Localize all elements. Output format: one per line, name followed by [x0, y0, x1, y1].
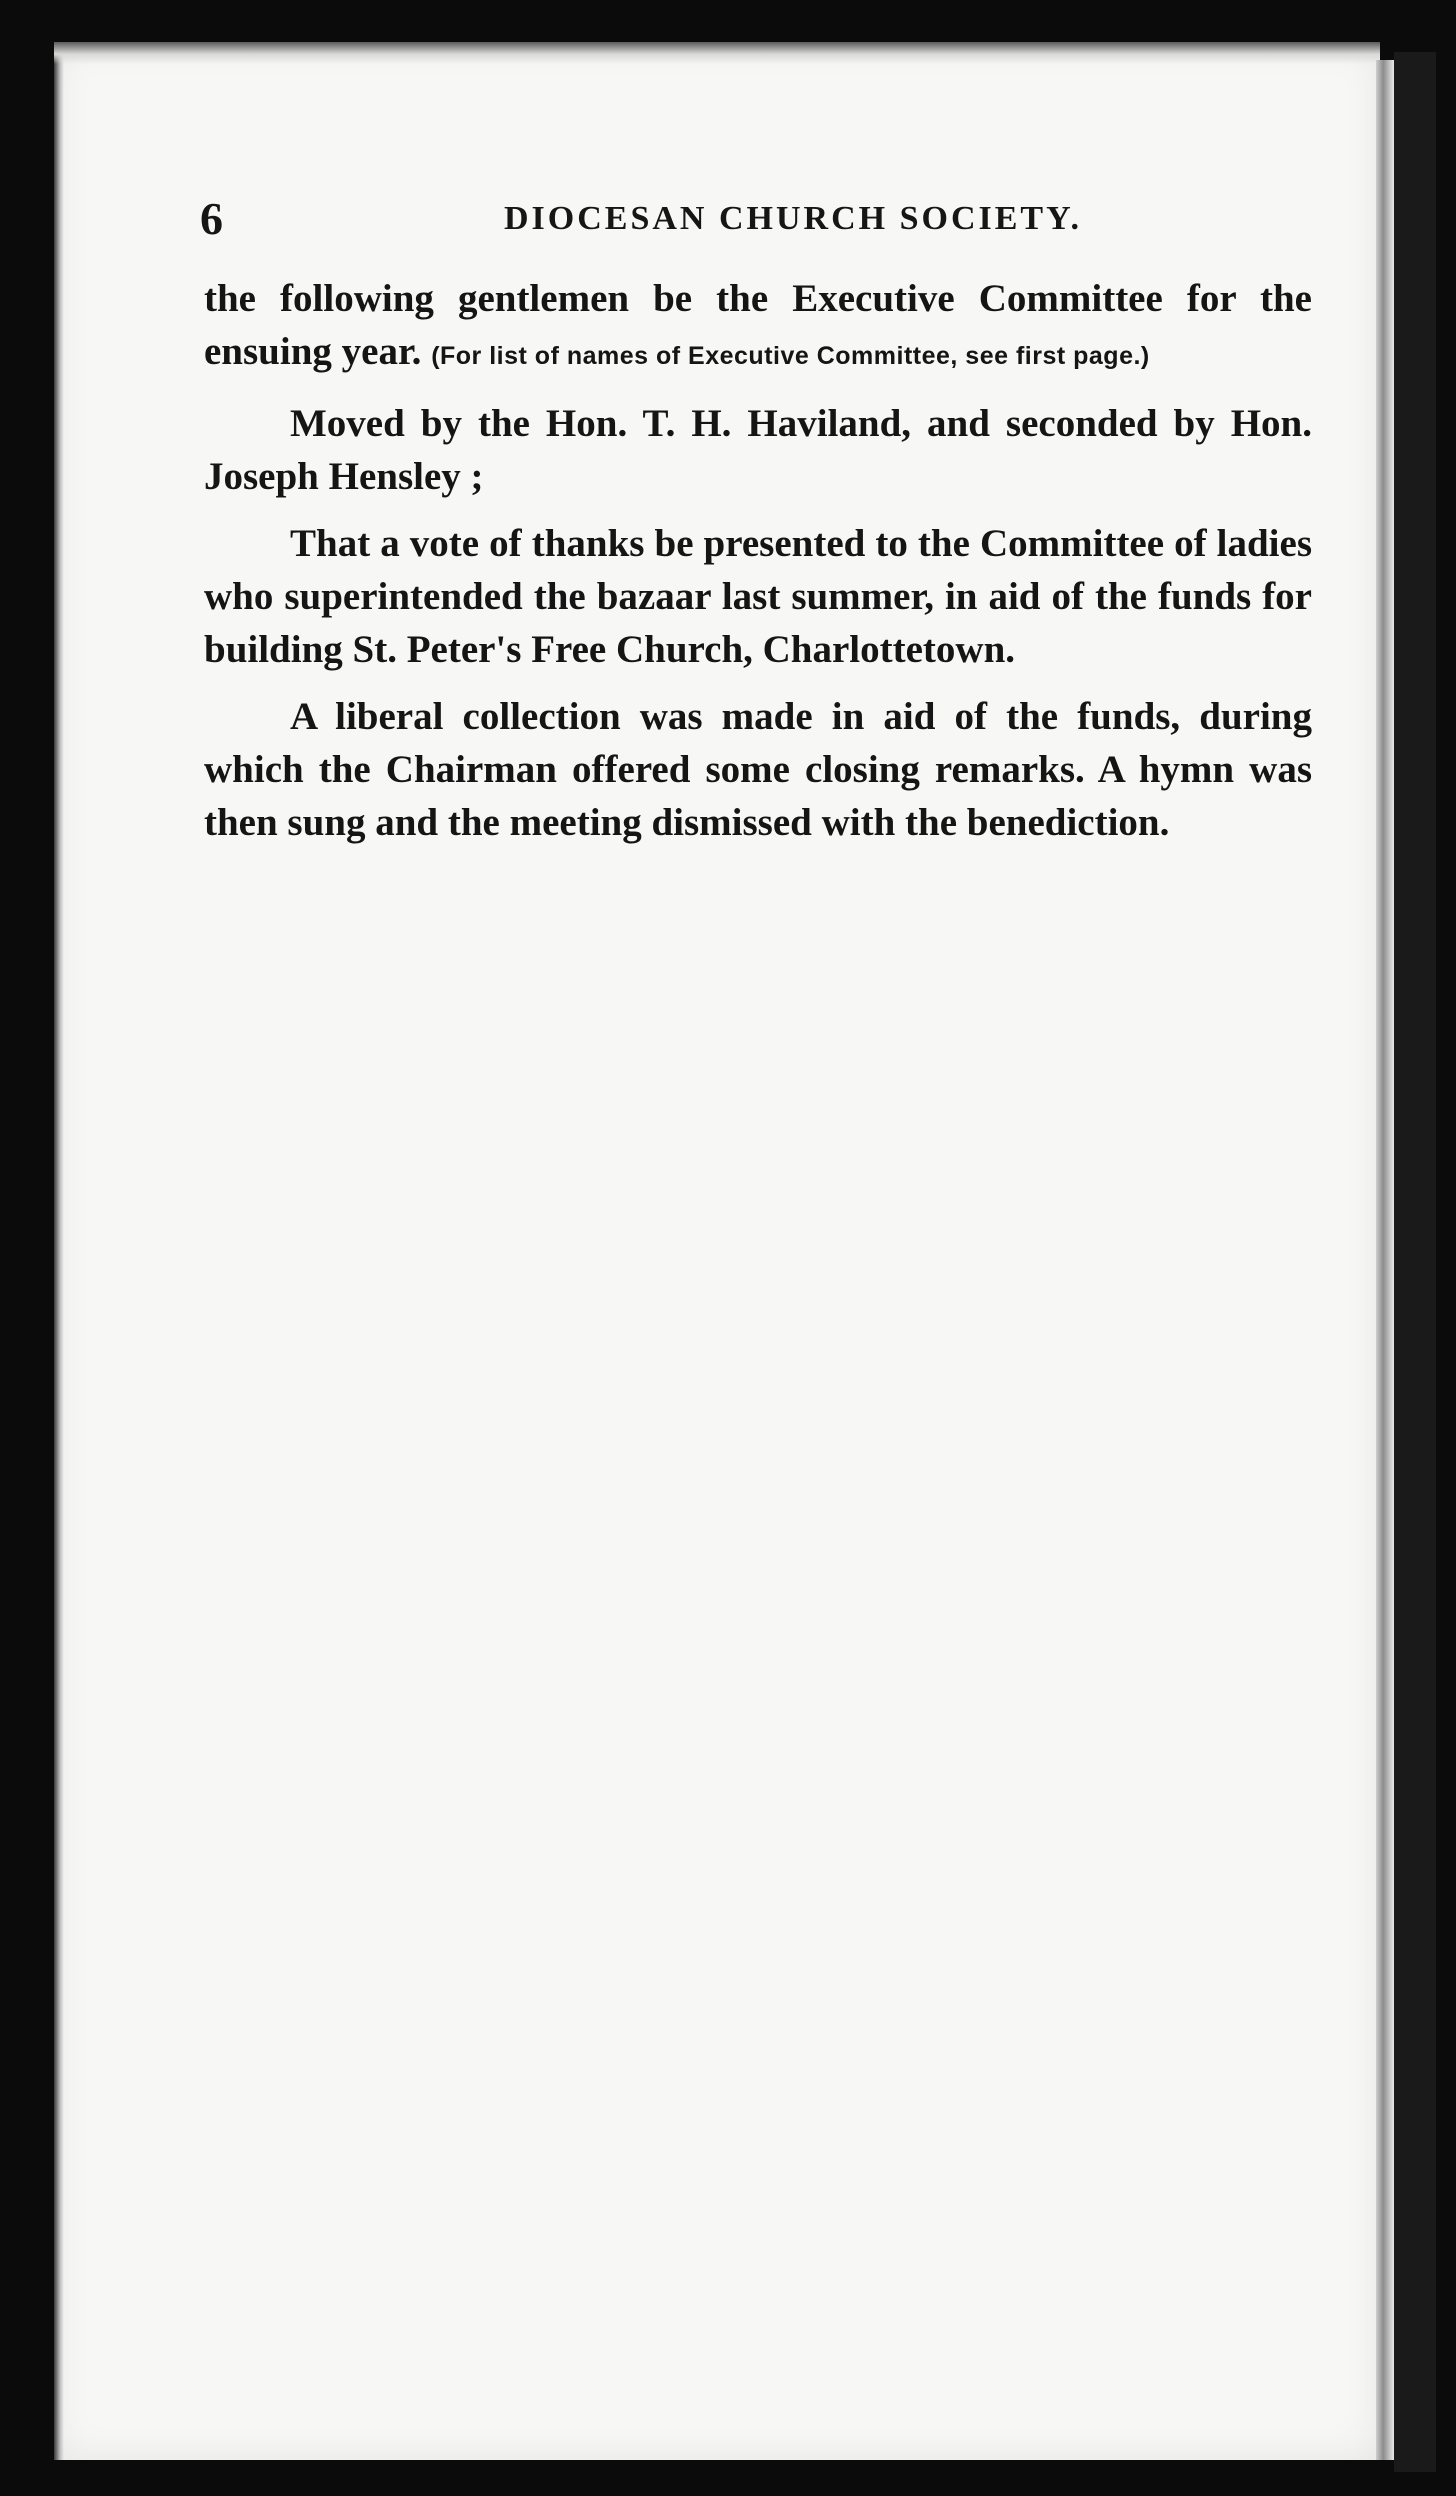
paragraph-4-text: A liberal collection was made in aid of the funds, during which the Chairman offered some closing remarks. A hymn was then sung and the meeting dismissed with the benediction.	[204, 695, 1312, 844]
paragraph-2	[204, 397, 1312, 503]
page-fold	[1376, 60, 1394, 2460]
paragraph-2-text: Moved by the Hon. T. H. Haviland, and seconded by Hon. Joseph Hensley ;	[204, 402, 1312, 498]
page-header	[200, 192, 1316, 248]
paragraph-3	[204, 517, 1312, 676]
paragraph-4	[204, 690, 1312, 849]
paragraph-1-text: the following gentlemen be the Executive Committee for the ensuing year.	[204, 277, 1312, 373]
page-number: 6	[200, 193, 223, 244]
paragraph-1	[204, 272, 1312, 383]
paragraph-1-note: (For list of names of Executive Committee, see first page.)	[431, 342, 1150, 370]
running-head: DIOCESAN CHURCH SOCIETY.	[504, 200, 1083, 237]
binding-spine	[1394, 52, 1436, 2472]
page-top-edge	[54, 42, 1380, 64]
page-left-edge	[54, 42, 64, 2460]
body-text	[204, 272, 1312, 863]
paragraph-3-text: That a vote of thanks be presented to the Committee of ladies who superintended the bazaar last summer, in aid of the funds for building St. Peter's Free Church, Charlottetown.	[204, 522, 1312, 671]
